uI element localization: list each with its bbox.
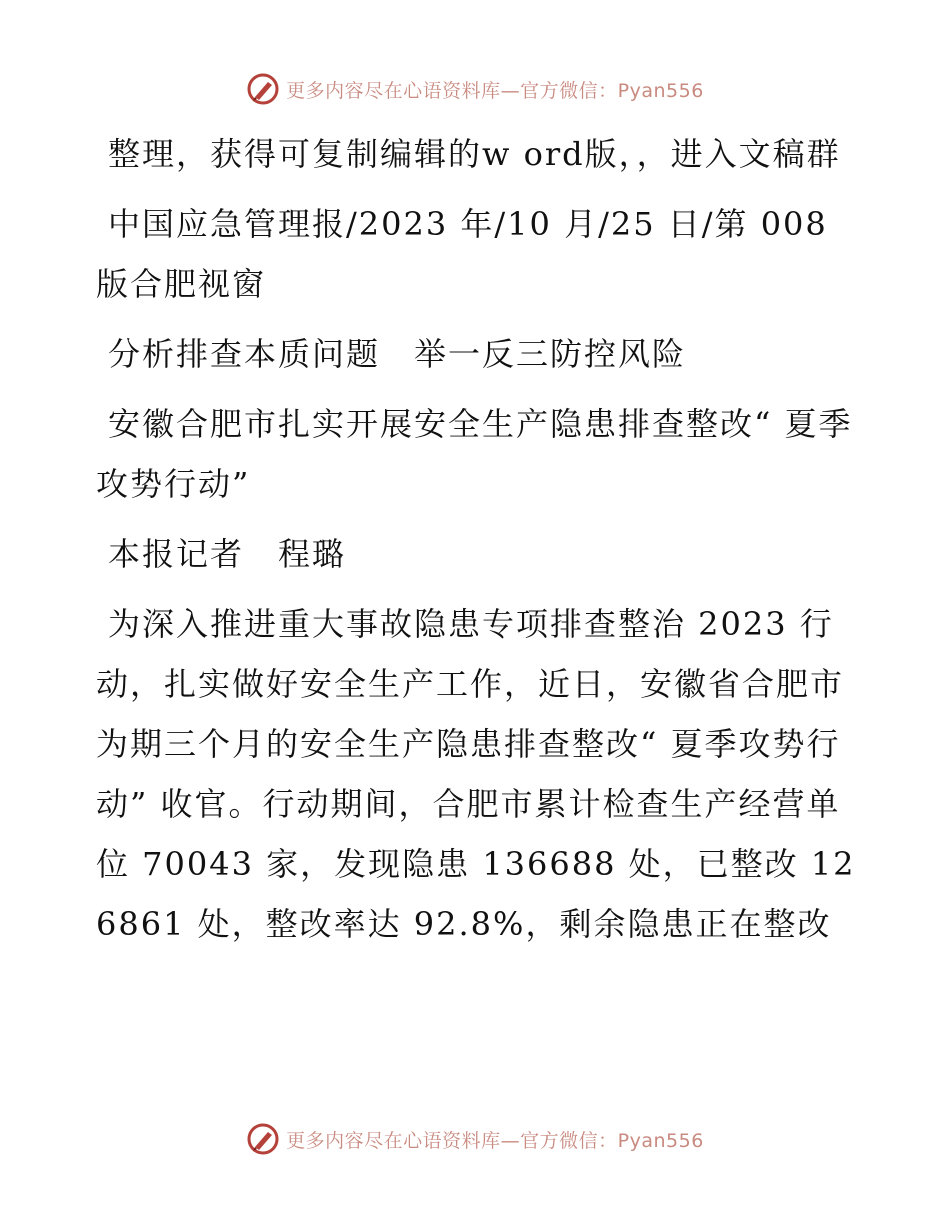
paragraph-byline: 本报记者 程璐 [108,535,347,573]
paragraph-headline: 分析排查本质问题 举一反三防控风险 [108,335,687,373]
paragraph-subheadline: 安徽合肥市扎实开展安全生产隐患排查整改“ 夏季攻势行动” [96,405,853,503]
footer-banner [0,1122,950,1156]
banner-text: 更多内容尽在心语资料库—官方微信：Pyan556 [286,79,704,102]
document-body [96,124,856,964]
paragraph-source: 中国应急管理报/2023 年/10 月/25 日/第 008 版合肥视窗 [96,205,828,303]
pen-logo-icon [246,72,280,106]
paragraph-body: 为深入推进重大事故隐患专项排查整治 2023 行动，扎实做好安全生产工作，近日，安徽省合肥市为期三个月的安全生产隐患排查整改“ 夏季攻势行动” 收官。行动期间，合肥市累计检查生产经营单位 70043 家，发现隐患 136688 处，已整改 126861 处，整改率达 92.8%，剩余隐患正在整改 [96,605,856,943]
banner-text: 更多内容尽在心语资料库—官方微信：Pyan556 [286,1129,704,1152]
paragraph-intro: 整理，获得可复制编辑的w ord版，，进入文稿群 [108,135,841,173]
header-banner [0,72,950,106]
pen-logo-icon [246,1122,280,1156]
